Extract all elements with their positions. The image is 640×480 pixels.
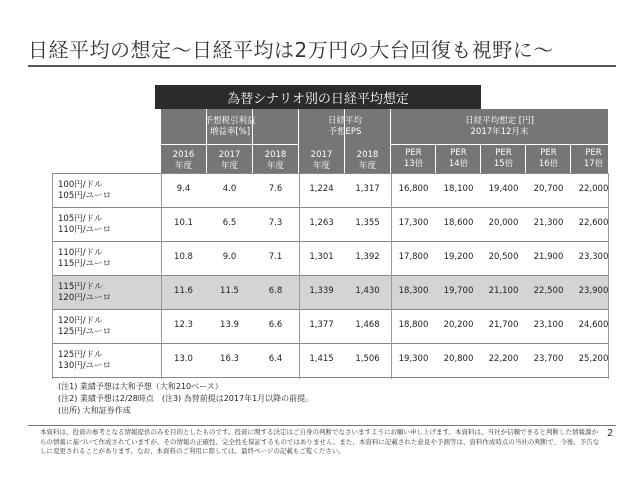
page-number: 2 bbox=[607, 428, 614, 439]
scenario-label-line: 120円/ドル bbox=[58, 316, 103, 326]
title-rule bbox=[28, 65, 616, 67]
table-cell: 1,506 bbox=[355, 354, 380, 364]
table-cell: 23,300 bbox=[578, 252, 609, 262]
header-group-line: 予想EPS bbox=[328, 127, 362, 137]
table-title: 為替シナリオ別の日経平均想定 bbox=[155, 85, 481, 109]
table-cell: 7.3 bbox=[268, 218, 283, 228]
column-header bbox=[253, 150, 298, 172]
scenario-label-line: 100円/ドル bbox=[58, 180, 103, 190]
table-cell: 10.8 bbox=[174, 252, 193, 262]
table-cell: 7.1 bbox=[268, 252, 283, 262]
column-header-line: 13倍 bbox=[403, 159, 424, 169]
table-cell: 1,301 bbox=[309, 252, 334, 262]
table-cell: 22,500 bbox=[533, 286, 564, 296]
column-header-line: 年度 bbox=[312, 161, 330, 171]
column-divider bbox=[608, 173, 609, 379]
column-header bbox=[481, 148, 526, 170]
table-cell: 9.0 bbox=[222, 252, 237, 262]
table-cell: 1,377 bbox=[309, 320, 334, 330]
column-header bbox=[345, 150, 390, 172]
scenario-label bbox=[58, 350, 111, 372]
table-cell: 23,100 bbox=[533, 320, 564, 330]
table-cell: 21,300 bbox=[533, 218, 564, 228]
scenario-label-line: 115円/ドル bbox=[58, 282, 103, 292]
table-cell: 17,800 bbox=[398, 252, 429, 262]
row-divider bbox=[52, 309, 608, 310]
table-cell: 20,200 bbox=[443, 320, 474, 330]
table-cell: 13.0 bbox=[174, 354, 193, 364]
table-cell: 6.5 bbox=[222, 218, 237, 228]
column-header-line: PER bbox=[450, 148, 467, 158]
column-divider bbox=[161, 173, 162, 379]
table-cell: 1,415 bbox=[309, 354, 334, 364]
header-group-line: 日経平均想定 [円] bbox=[465, 116, 534, 126]
row-divider bbox=[52, 377, 608, 378]
table-cell: 22,200 bbox=[488, 354, 519, 364]
header-group-label bbox=[391, 116, 608, 138]
scenario-label bbox=[58, 316, 111, 338]
table-cell: 1,339 bbox=[309, 286, 334, 296]
table-cell: 4.0 bbox=[222, 184, 237, 194]
table-cell: 20,800 bbox=[443, 354, 474, 364]
column-header bbox=[436, 148, 481, 170]
note-line: (注1) 業績予想は大和予想（大和210ベース） bbox=[58, 382, 223, 391]
table-cell: 20,700 bbox=[533, 184, 564, 194]
row-divider bbox=[52, 275, 608, 276]
scenario-label-line: 105円/ドル bbox=[58, 214, 103, 224]
table-cell: 17,300 bbox=[398, 218, 429, 228]
table-cell: 11.6 bbox=[174, 286, 193, 296]
scenario-label-line: 110円/ドル bbox=[58, 248, 103, 258]
column-header-line: 2017 bbox=[218, 150, 241, 160]
table-cell: 1,468 bbox=[355, 320, 380, 330]
row-divider bbox=[52, 173, 608, 174]
scenario-label bbox=[58, 180, 111, 202]
table-cell: 9.4 bbox=[176, 184, 191, 194]
table-cell: 21,900 bbox=[533, 252, 564, 262]
column-header-line: 年度 bbox=[174, 161, 192, 171]
header-group-line: 予想税引利益 bbox=[204, 116, 256, 126]
table-cell: 21,700 bbox=[488, 320, 519, 330]
header-group-label bbox=[299, 116, 391, 138]
column-header-line: 14倍 bbox=[448, 159, 469, 169]
table-cell: 25,200 bbox=[578, 354, 609, 364]
column-header bbox=[299, 150, 344, 172]
column-divider bbox=[299, 173, 300, 379]
column-header-line: 2018 bbox=[264, 150, 287, 160]
column-header bbox=[571, 148, 616, 170]
column-header-line: 2016 bbox=[172, 150, 195, 160]
table-cell: 7.6 bbox=[268, 184, 283, 194]
table-cell: 6.6 bbox=[268, 320, 283, 330]
column-divider bbox=[52, 173, 53, 379]
scenario-label-line: 105円/ユーロ bbox=[58, 191, 112, 201]
row-divider bbox=[52, 241, 608, 242]
column-header-line: 2017 bbox=[310, 150, 333, 160]
column-header bbox=[391, 148, 436, 170]
table-cell: 1,263 bbox=[309, 218, 334, 228]
scenario-label-line: 120円/ユーロ bbox=[58, 293, 112, 303]
scenario-label bbox=[58, 282, 111, 304]
table-cell: 21,100 bbox=[488, 286, 519, 296]
page-title: 日経平均の想定～日経平均は2万円の大台回復も視野に～ bbox=[28, 38, 554, 62]
table-cell: 6.4 bbox=[268, 354, 283, 364]
column-header bbox=[526, 148, 571, 170]
column-header bbox=[207, 150, 252, 172]
table-cell: 23,700 bbox=[533, 354, 564, 364]
note-line: (注2) 業績予想は2/28時点 (注3) 為替前提は2017年1月以降の前提。 bbox=[58, 394, 314, 403]
table-cell: 12.3 bbox=[174, 320, 193, 330]
note-line: (出所) 大和証券作成 bbox=[58, 406, 131, 415]
table-cell: 19,300 bbox=[398, 354, 429, 364]
column-header-line: 15倍 bbox=[493, 159, 514, 169]
scenario-label-line: 130円/ユーロ bbox=[58, 361, 112, 371]
scenario-label bbox=[58, 214, 111, 236]
column-header-line: PER bbox=[495, 148, 512, 158]
table-cell: 6.8 bbox=[268, 286, 283, 296]
column-divider bbox=[391, 173, 392, 379]
table-cell: 1,430 bbox=[355, 286, 380, 296]
header-divider bbox=[391, 144, 608, 145]
disclaimer: 本資料は、投資の参考となる情報提供のみを目的としたものです。投資に関する決定はご自身の判断でなさいますようにお願い申し上げます。本資料は、当社が信頼できると判断した情報源からの情報に基づいて作成されていますが、その情報の正確性、完全性を保証するものではありません。また、本資料に記載された意見や予測等は、資料作成時点の当社の判断で、今後、予告なしに変更されることがあります。なお、本資料のご利用に際しては、最終ページの記載もご覧ください。 bbox=[40, 428, 600, 455]
table-cell: 10.1 bbox=[174, 218, 193, 228]
scenario-label-line: 125円/ユーロ bbox=[58, 327, 112, 337]
table-cell: 1,392 bbox=[355, 252, 380, 262]
table-cell: 18,100 bbox=[443, 184, 474, 194]
header-group-line: 2017年12月末 bbox=[470, 127, 529, 137]
table-cell: 24,600 bbox=[578, 320, 609, 330]
table-cell: 16,800 bbox=[398, 184, 429, 194]
row-divider bbox=[52, 207, 608, 208]
table-cell: 19,700 bbox=[443, 286, 474, 296]
table-cell: 20,500 bbox=[488, 252, 519, 262]
table-cell: 23,900 bbox=[578, 286, 609, 296]
table-cell: 16.3 bbox=[220, 354, 239, 364]
table-cell: 18,300 bbox=[398, 286, 429, 296]
scenario-label-line: 125円/ドル bbox=[58, 350, 103, 360]
table-cell: 1,355 bbox=[355, 218, 380, 228]
column-header-line: PER bbox=[585, 148, 602, 158]
table-cell: 13.9 bbox=[220, 320, 239, 330]
column-header-line: PER bbox=[405, 148, 422, 158]
table-cell: 19,400 bbox=[488, 184, 519, 194]
table-cell: 18,600 bbox=[443, 218, 474, 228]
table-cell: 1,224 bbox=[309, 184, 334, 194]
footer-rule bbox=[28, 425, 616, 426]
header-group-label bbox=[161, 116, 299, 138]
scenario-label-line: 115円/ユーロ bbox=[58, 259, 112, 269]
column-header-line: 年度 bbox=[220, 161, 238, 171]
scenario-label bbox=[58, 248, 111, 270]
table-cell: 18,800 bbox=[398, 320, 429, 330]
header-divider bbox=[161, 144, 299, 145]
column-header-line: PER bbox=[540, 148, 557, 158]
column-header bbox=[161, 150, 206, 172]
column-header-line: 2018 bbox=[356, 150, 379, 160]
column-header-line: 年度 bbox=[266, 161, 284, 171]
header-group-line: 日経平均 bbox=[327, 116, 362, 126]
table-cell: 11.5 bbox=[220, 286, 239, 296]
row-divider bbox=[52, 343, 608, 344]
column-header-line: 17倍 bbox=[583, 159, 604, 169]
table-cell: 1,317 bbox=[355, 184, 380, 194]
table-cell: 22,000 bbox=[578, 184, 609, 194]
table-cell: 22,600 bbox=[578, 218, 609, 228]
table-cell: 20,000 bbox=[488, 218, 519, 228]
scenario-label-line: 110円/ユーロ bbox=[58, 225, 112, 235]
column-header-line: 16倍 bbox=[538, 159, 559, 169]
table-cell: 19,200 bbox=[443, 252, 474, 262]
header-group-line: 増益率[%] bbox=[209, 127, 251, 137]
column-header-line: 年度 bbox=[358, 161, 376, 171]
